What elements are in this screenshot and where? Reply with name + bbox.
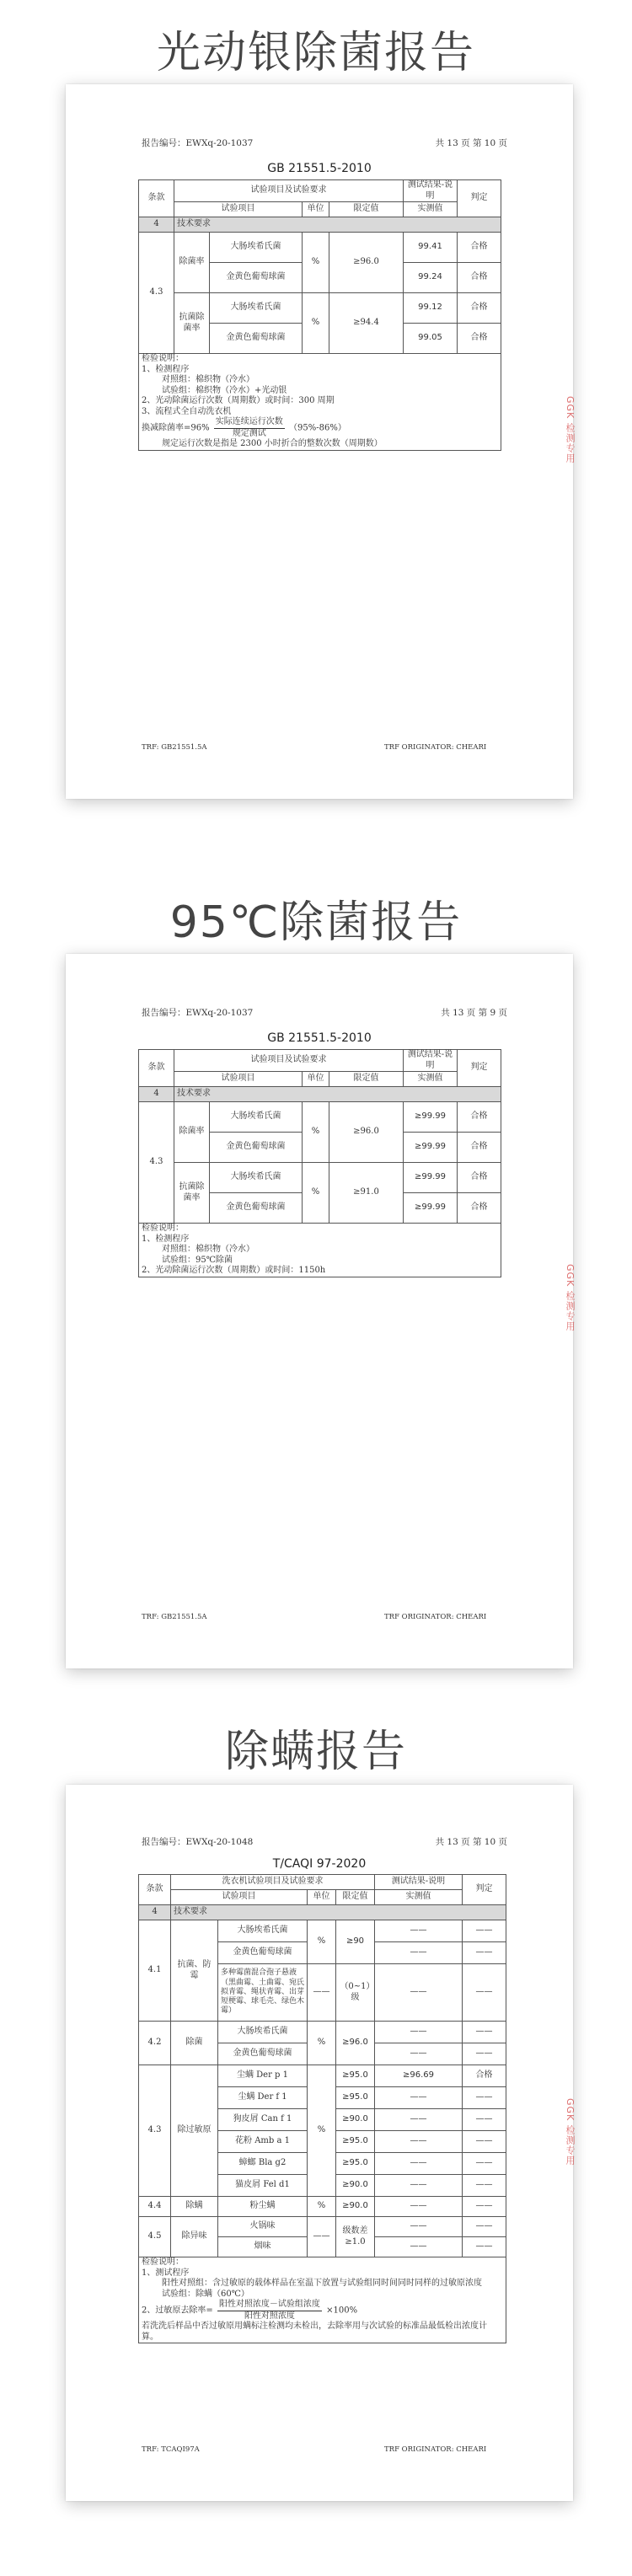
header-unit: 单位 — [308, 1890, 336, 1905]
verdict-cell: —— — [463, 2043, 506, 2065]
unit-cell: % — [303, 1102, 329, 1163]
test-results-table — [138, 1874, 506, 2343]
item-cell: 金黄色葡萄球菌 — [210, 1193, 303, 1224]
verdict-cell: 合格 — [458, 324, 501, 354]
header-item: 试验项目 — [171, 1890, 308, 1905]
note-line: 1、检测程序 — [142, 364, 190, 374]
header-item: 试验项目 — [174, 202, 303, 217]
inspection-stamp: GGK 检测专用 — [565, 396, 576, 463]
verdict-cell: —— — [463, 2217, 506, 2237]
unit-cell: % — [308, 2197, 336, 2217]
item-cell: 大肠埃希氏菌 — [218, 1920, 308, 1942]
note-line: 1、检测程序 — [142, 1234, 190, 1244]
category-cell: 除菌 — [171, 2022, 218, 2065]
item-cell: 蟑螂 Bla g2 — [218, 2153, 308, 2175]
verdict-cell: 合格 — [458, 293, 501, 324]
verdict-cell: 合格 — [463, 2065, 506, 2087]
formula-fraction — [214, 417, 285, 439]
header-measured: 实测值 — [404, 202, 458, 217]
verdict-cell: 合格 — [458, 1133, 501, 1163]
unit-cell: % — [308, 1920, 336, 1964]
category-cell: 除螨 — [171, 2197, 218, 2217]
item-cell: 金黄色葡萄球菌 — [210, 263, 303, 293]
item-cell: 大肠埃希氏菌 — [218, 2022, 308, 2043]
section-number: 4 — [139, 217, 174, 233]
limit-cell: ≥90.0 — [336, 2175, 375, 2197]
clause-cell: 4.3 — [139, 1102, 174, 1224]
item-cell: 大肠埃希氏菌 — [210, 1163, 303, 1193]
limit-cell: ≥95.0 — [336, 2153, 375, 2175]
verdict-cell: —— — [463, 2197, 506, 2217]
clause-cell: 4.5 — [139, 2217, 171, 2257]
section-number: 4 — [139, 1087, 174, 1102]
note-line: 检验说明： — [142, 2257, 184, 2267]
page-count: 共 13 页 第 10 页 — [435, 1837, 507, 1847]
unit-cell: —— — [308, 1964, 336, 2022]
footer-left: TRF: GB21551.5A — [142, 743, 207, 752]
item-cell: 狗皮屑 Can f 1 — [218, 2109, 308, 2131]
report-page-95c — [66, 954, 573, 1668]
header-limit: 限定值 — [329, 202, 404, 217]
item-cell: 金黄色葡萄球菌 — [210, 1133, 303, 1163]
formula-right: （95%-86%） — [288, 423, 346, 433]
category-cell: 除菌率 — [174, 233, 210, 293]
header-unit: 单位 — [303, 202, 329, 217]
measured-cell: ≥99.99 — [404, 1163, 458, 1193]
limit-cell: ≥90.0 — [336, 2109, 375, 2131]
unit-cell: % — [303, 293, 329, 354]
measured-cell: —— — [375, 1942, 463, 1964]
section-number: 4 — [139, 1905, 171, 1920]
verdict-cell: —— — [463, 2153, 506, 2175]
header-limit: 限定值 — [336, 1890, 375, 1905]
test-notes — [139, 2257, 506, 2343]
item-cell: 粉尘螨 — [218, 2197, 308, 2217]
limit-cell: ≥90.0 — [336, 2197, 375, 2217]
limit-cell: ≥91.0 — [329, 1163, 404, 1224]
page-count: 共 13 页 第 10 页 — [435, 138, 507, 148]
unit-cell: % — [303, 1163, 329, 1224]
measured-cell: ≥99.99 — [404, 1102, 458, 1133]
measured-cell: —— — [375, 2197, 463, 2217]
unit-cell: % — [303, 233, 329, 293]
item-cell: 猫皮屑 Fel d1 — [218, 2175, 308, 2197]
report-number: 报告编号：EWXq-20-1048 — [142, 1837, 254, 1847]
header-verdict: 判定 — [463, 1875, 506, 1905]
category-cell: 抗菌除菌率 — [174, 293, 210, 354]
note-line: 试验组：95℃除菌 — [162, 1255, 233, 1265]
measured-cell: ≥96.69 — [375, 2065, 463, 2087]
formula-denominator: 规定测试 — [232, 428, 266, 438]
limit-cell: （0~1）级 — [336, 1964, 375, 2022]
header-measured: 实测值 — [404, 1072, 458, 1087]
category-cell: 除菌率 — [174, 1102, 210, 1163]
unit-cell: % — [308, 2022, 336, 2065]
standard-title: GB 21551.5-2010 — [267, 1031, 372, 1045]
measured-cell: —— — [375, 2022, 463, 2043]
item-cell: 大肠埃希氏菌 — [210, 1102, 303, 1133]
test-notes — [139, 1224, 501, 1277]
verdict-cell: —— — [463, 1920, 506, 1942]
unit-cell: % — [308, 2065, 336, 2197]
formula-line — [142, 417, 498, 439]
category-cell: 除异味 — [171, 2217, 218, 2257]
formula-denominator: 阳性对照浓度 — [244, 2311, 295, 2321]
test-notes — [139, 354, 501, 451]
limit-cell: ≥96.0 — [329, 1102, 404, 1163]
note-line: 2、光动除菌运行次数（周期数）或时间：300 周期 — [142, 396, 335, 405]
note-line: 规定运行次数是指是 2300 小时折合的整数次数（周期数） — [162, 439, 383, 448]
report-number: 报告编号：EWXq-20-1037 — [142, 138, 254, 148]
header-limit: 限定值 — [329, 1072, 404, 1087]
test-results-table — [138, 179, 501, 451]
item-cell: 金黄色葡萄球菌 — [218, 2043, 308, 2065]
measured-cell: —— — [375, 2131, 463, 2153]
standard-title: GB 21551.5-2010 — [267, 162, 372, 175]
header-item: 试验项目 — [174, 1072, 303, 1087]
verdict-cell: —— — [463, 2175, 506, 2197]
limit-cell: ≥96.0 — [336, 2022, 375, 2065]
measured-cell: —— — [375, 2175, 463, 2197]
verdict-cell: 合格 — [458, 1102, 501, 1133]
header-unit: 单位 — [303, 1072, 329, 1087]
header-clause: 条款 — [139, 1050, 174, 1087]
limit-cell: ≥90 — [336, 1920, 375, 1964]
formula-right: ×100% — [326, 2306, 358, 2316]
note-line: 若洗洗后样品中否过敏原用螨标注检测均未检出，去除率用与次试验的标准品最低检出浓度计算。 — [142, 2322, 487, 2342]
inspection-stamp: GGK 检测专用 — [565, 1264, 576, 1331]
verdict-cell: 合格 — [458, 233, 501, 263]
verdict-cell: 合格 — [458, 263, 501, 293]
category-cell: 除过敏原 — [171, 2065, 218, 2197]
standard-title: T/CAQI 97-2020 — [272, 1857, 367, 1871]
header-group: 试验项目及试验要求 — [174, 1050, 404, 1072]
item-cell: 火锅味 — [218, 2217, 308, 2237]
clause-cell: 4.3 — [139, 233, 174, 354]
limit-cell: ≥95.0 — [336, 2131, 375, 2153]
header-clause: 条款 — [139, 1875, 171, 1905]
header-result-group: 测试结果-说明 — [404, 1050, 458, 1072]
header-measured: 实测值 — [375, 1890, 463, 1905]
item-cell: 尘螨 Der f 1 — [218, 2087, 308, 2109]
measured-cell: 99.41 — [404, 233, 458, 263]
section-heading-mite: 除螨报告 — [224, 1727, 407, 1777]
report-page-silver — [66, 84, 573, 799]
verdict-cell: —— — [463, 1964, 506, 2022]
note-line: 3、流程式全自动洗衣机 — [142, 406, 232, 416]
limit-cell: ≥96.0 — [329, 233, 404, 293]
note-line: 试验组：棉织物（冷水）+光动银 — [162, 385, 287, 395]
measured-cell: 99.12 — [404, 293, 458, 324]
measured-cell: ≥99.99 — [404, 1193, 458, 1224]
measured-cell: ≥99.99 — [404, 1133, 458, 1163]
measured-cell: —— — [375, 2109, 463, 2131]
formula-numerator: 阳性对照浓度－试验组浓度 — [217, 2300, 322, 2311]
report-page-mite — [66, 1785, 573, 2501]
measured-cell: —— — [375, 2087, 463, 2109]
measured-cell: —— — [375, 2217, 463, 2237]
verdict-cell: —— — [463, 2087, 506, 2109]
report-number: 报告编号：EWXq-20-1037 — [142, 1008, 254, 1018]
note-line: 检验说明： — [142, 1224, 184, 1233]
unit-cell: —— — [308, 2217, 336, 2257]
header-result-group: 测试结果-说明 — [404, 180, 458, 202]
limit-cell: ≥95.0 — [336, 2065, 375, 2087]
header-group: 洗衣机试验项目及试验要求 — [171, 1875, 375, 1890]
header-result-group: 测试结果-说明 — [375, 1875, 463, 1890]
formula-numerator: 实际连续运行次数 — [214, 417, 285, 429]
verdict-cell: —— — [463, 2109, 506, 2131]
limit-cell: ≥94.4 — [329, 293, 404, 354]
note-line: 试验组：除螨（60℃） — [162, 2289, 249, 2299]
footer-right: TRF ORIGINATOR: CHEARI — [384, 2445, 487, 2454]
section-label: 技术要求 — [171, 1905, 506, 1920]
section-label: 技术要求 — [174, 217, 501, 233]
limit-cell: 级数差≥1.0 — [336, 2217, 375, 2257]
item-cell: 多种霉菌混合孢子悬液（黑曲霉、土曲霉、宛氏拟青霉、绳状青霉、出芽短梗霉、球毛壳、绿色木霉） — [218, 1964, 308, 2022]
section-heading-95c: 95℃除菌报告 — [169, 897, 463, 948]
footer-left: TRF: TCAQI97A — [142, 2445, 200, 2454]
measured-cell: —— — [375, 1920, 463, 1942]
item-cell: 烟味 — [218, 2237, 308, 2257]
header-group: 试验项目及试验要求 — [174, 180, 404, 202]
note-line: 对照组：棉织物（冷水） — [162, 1245, 254, 1254]
verdict-cell: —— — [463, 1942, 506, 1964]
item-cell: 大肠埃希氏菌 — [210, 293, 303, 324]
page-count: 共 13 页 第 9 页 — [441, 1008, 507, 1018]
measured-cell: —— — [375, 2237, 463, 2257]
measured-cell: —— — [375, 1964, 463, 2022]
footer-right: TRF ORIGINATOR: CHEARI — [384, 743, 487, 752]
verdict-cell: —— — [463, 2131, 506, 2153]
section-heading-silver: 光动银除菌报告 — [156, 28, 475, 78]
measured-cell: —— — [375, 2043, 463, 2065]
measured-cell: 99.24 — [404, 263, 458, 293]
formula-left: 2、过敏原去除率= — [142, 2306, 213, 2316]
note-line: 对照组：棉织物（冷水） — [162, 375, 254, 384]
item-cell: 金黄色葡萄球菌 — [218, 1942, 308, 1964]
verdict-cell: 合格 — [458, 1163, 501, 1193]
header-verdict: 判定 — [458, 1050, 501, 1087]
category-cell: 抗菌、防霉 — [171, 1920, 218, 2022]
category-cell: 抗菌除菌率 — [174, 1163, 210, 1224]
item-cell: 尘螨 Der p 1 — [218, 2065, 308, 2087]
inspection-stamp: GGK 检测专用 — [565, 2098, 576, 2166]
item-cell: 金黄色葡萄球菌 — [210, 324, 303, 354]
note-line: 1、测试程序 — [142, 2268, 190, 2278]
section-label: 技术要求 — [174, 1087, 501, 1102]
clause-cell: 4.2 — [139, 2022, 171, 2065]
note-line: 2、光动除菌运行次数（周期数）或时间：1150h — [142, 1266, 326, 1275]
footer-left: TRF: GB21551.5A — [142, 1613, 207, 1621]
item-cell: 大肠埃希氏菌 — [210, 233, 303, 263]
clause-cell: 4.1 — [139, 1920, 171, 2022]
note-line: 阳性对照组：含过敏原的载体样品在室温下放置与试验组同时间同时同样的过敏原浓度 — [162, 2279, 482, 2288]
verdict-cell: —— — [463, 2022, 506, 2043]
limit-cell: ≥95.0 — [336, 2087, 375, 2109]
header-clause: 条款 — [139, 180, 174, 217]
header-verdict: 判定 — [458, 180, 501, 217]
clause-cell: 4.3 — [139, 2065, 171, 2197]
formula-fraction — [217, 2300, 322, 2322]
formula-line — [142, 2300, 503, 2322]
footer-right: TRF ORIGINATOR: CHEARI — [384, 1613, 487, 1621]
item-cell: 花粉 Amb a 1 — [218, 2131, 308, 2153]
note-line: 检验说明： — [142, 354, 184, 363]
measured-cell: —— — [375, 2153, 463, 2175]
verdict-cell: —— — [463, 2237, 506, 2257]
formula-left: 换减除菌率=96% — [142, 423, 210, 433]
clause-cell: 4.4 — [139, 2197, 171, 2217]
test-results-table — [138, 1049, 501, 1277]
verdict-cell: 合格 — [458, 1193, 501, 1224]
measured-cell: 99.05 — [404, 324, 458, 354]
